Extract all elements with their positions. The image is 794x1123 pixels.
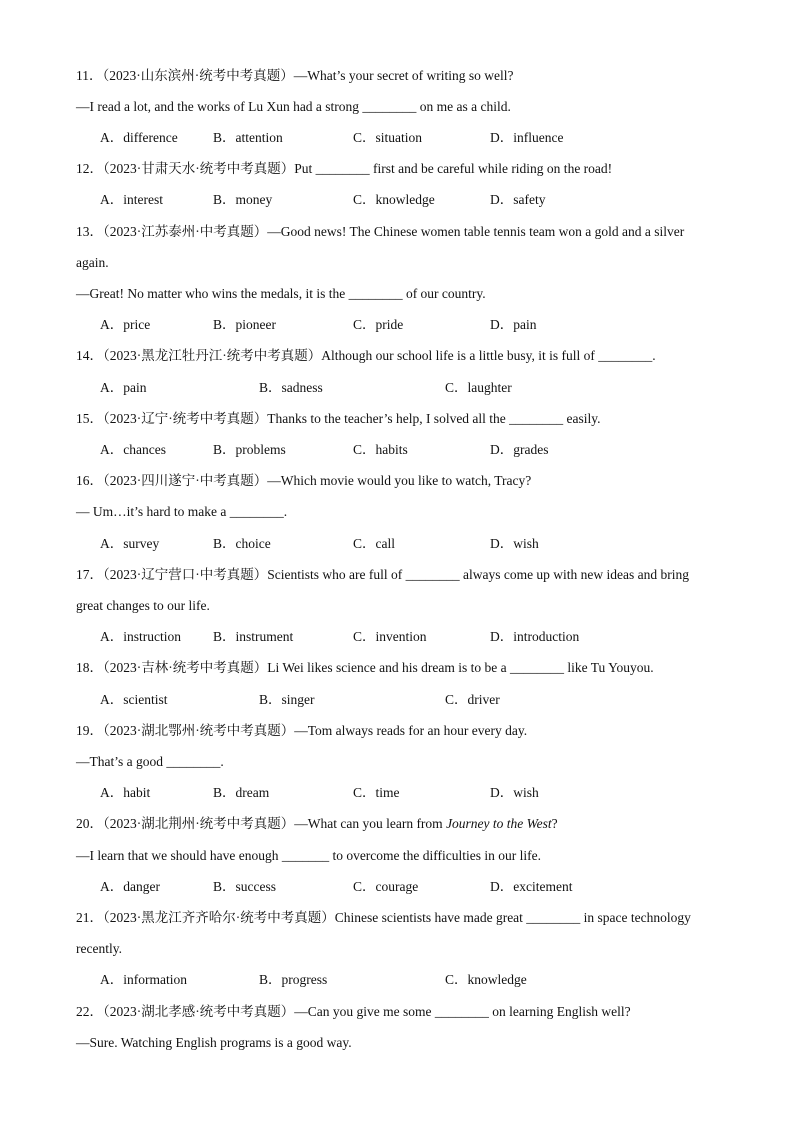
q16-option-c[interactable]: C．call: [353, 536, 395, 551]
q11-stem: 11．（2023·山东滨州·统考中考真题）—What’s your secret of writing so well?: [76, 68, 514, 83]
q11-option-d[interactable]: D．influence: [490, 130, 564, 145]
q15-stem: 15．（2023·辽宁·统考中考真题）Thanks to the teacher’s help, I solved all the ________ easily.: [76, 411, 601, 426]
q14-option-c[interactable]: C．laughter: [445, 380, 512, 395]
q16-option-b[interactable]: B．choice: [213, 536, 271, 551]
q19-stem: 19．（2023·湖北鄂州·统考中考真题）—Tom always reads for an hour every day.: [76, 723, 528, 738]
q21-option-b[interactable]: B．progress: [259, 972, 328, 987]
q20-option-a[interactable]: A．danger: [100, 879, 160, 894]
q22-stem: 22．（2023·湖北孝感·统考中考真题）—Can you give me some ________ on learning English well?: [76, 1004, 631, 1019]
q15-option-a[interactable]: A．chances: [100, 442, 166, 457]
q15-option-d[interactable]: D．grades: [490, 442, 549, 457]
q13-stem-line3: —Great! No matter who wins the medals, it is the ________ of our country.: [76, 286, 486, 301]
q17-stem: 17．（2023·辽宁营口·中考真题）Scientists who are full of ________ always come up with new ideas and bring: [76, 567, 690, 582]
q12-stem: 12．（2023·甘肃天水·统考中考真题）Put ________ first and be careful while riding on the road!: [76, 161, 613, 176]
q13-stem: 13．（2023·江苏泰州·中考真题）—Good news! The Chinese women table tennis team won a gold and a silver: [76, 224, 685, 239]
q19-stem-line2: —That’s a good ________.: [76, 754, 224, 769]
q12-options: [100, 190, 724, 210]
q12-option-d[interactable]: D．safety: [490, 192, 546, 207]
q16-option-a[interactable]: A．survey: [100, 536, 160, 551]
q17-option-d[interactable]: D．introduction: [490, 629, 580, 644]
q11-stem-line2: —I read a lot, and the works of Lu Xun had a strong ________ on me as a child.: [76, 99, 511, 114]
q11-options: [100, 128, 724, 148]
q19-option-d[interactable]: D．wish: [490, 785, 539, 800]
q18-option-a[interactable]: A．scientist: [100, 692, 168, 707]
q14-options: [100, 378, 724, 398]
q19-option-b[interactable]: B．dream: [213, 785, 270, 800]
q14-option-a[interactable]: A．pain: [100, 380, 147, 395]
q21-options: [100, 970, 724, 990]
q21-stem: 21．（2023·黑龙江齐齐哈尔·统考中考真题）Chinese scientists have made great ________ in space technology: [76, 910, 691, 925]
q11-option-a[interactable]: A．difference: [100, 130, 178, 145]
q21-option-a[interactable]: A．information: [100, 972, 187, 987]
q17-option-c[interactable]: C．invention: [353, 629, 427, 644]
q18-option-b[interactable]: B．singer: [259, 692, 315, 707]
q17-option-a[interactable]: A．instruction: [100, 629, 181, 644]
q18-options: [100, 690, 724, 710]
q13-options: [100, 315, 724, 335]
q13-option-a[interactable]: A．price: [100, 317, 151, 332]
q18-option-c[interactable]: C．driver: [445, 692, 500, 707]
q12-option-c[interactable]: C．knowledge: [353, 192, 435, 207]
q14-stem: 14．（2023·黑龙江牡丹江·统考中考真题）Although our school life is a little busy, it is full of ________.: [76, 348, 656, 363]
q17-stem-line2: great changes to our life.: [76, 598, 210, 613]
q16-options: [100, 534, 724, 554]
q20-options: [100, 877, 724, 897]
q16-stem-line2: — Um…it’s hard to make a ________.: [76, 504, 288, 519]
q12-option-a[interactable]: A．interest: [100, 192, 163, 207]
q20-option-b[interactable]: B．success: [213, 879, 276, 894]
q20-stem: 20．（2023·湖北荆州·统考中考真题）—What can you learn from: [76, 816, 447, 831]
q19-option-c[interactable]: C．time: [353, 785, 400, 800]
q20-stem-line2: —I learn that we should have enough _______ to overcome the difficulties in our life.: [76, 848, 542, 863]
q21-stem-line2: recently.: [76, 941, 122, 956]
q19-option-a[interactable]: A．habit: [100, 785, 151, 800]
q12-option-b[interactable]: B．money: [213, 192, 273, 207]
q19-options: [100, 783, 724, 803]
q20-option-c[interactable]: C．courage: [353, 879, 419, 894]
q17-option-b[interactable]: B．instrument: [213, 629, 294, 644]
q15-options: [100, 440, 724, 460]
q17-options: [100, 627, 724, 647]
q22-stem-line2: —Sure. Watching English programs is a good way.: [76, 1035, 352, 1050]
q13-option-c[interactable]: C．pride: [353, 317, 404, 332]
q16-option-d[interactable]: D．wish: [490, 536, 539, 551]
q11-option-c[interactable]: C．situation: [353, 130, 423, 145]
q16-stem: 16．（2023·四川遂宁·中考真题）—Which movie would you like to watch, Tracy?: [76, 473, 532, 488]
q18-stem: 18．（2023·吉林·统考中考真题）Li Wei likes science and his dream is to be a ________ like Tu Youyou.: [76, 660, 654, 675]
q14-option-b[interactable]: B．sadness: [259, 380, 323, 395]
q20-book-title: Journey to the West: [446, 816, 552, 831]
q20-stem-wrap: [76, 814, 724, 834]
q15-option-b[interactable]: B．problems: [213, 442, 286, 457]
q21-option-c[interactable]: C．knowledge: [445, 972, 527, 987]
q13-option-b[interactable]: B．pioneer: [213, 317, 276, 332]
q20-stem-end: ?: [551, 816, 558, 831]
q13-option-d[interactable]: D．pain: [490, 317, 537, 332]
q15-option-c[interactable]: C．habits: [353, 442, 408, 457]
q11-option-b[interactable]: B．attention: [213, 130, 283, 145]
q13-stem-line2: again.: [76, 255, 109, 270]
q20-option-d[interactable]: D．excitement: [490, 879, 573, 894]
